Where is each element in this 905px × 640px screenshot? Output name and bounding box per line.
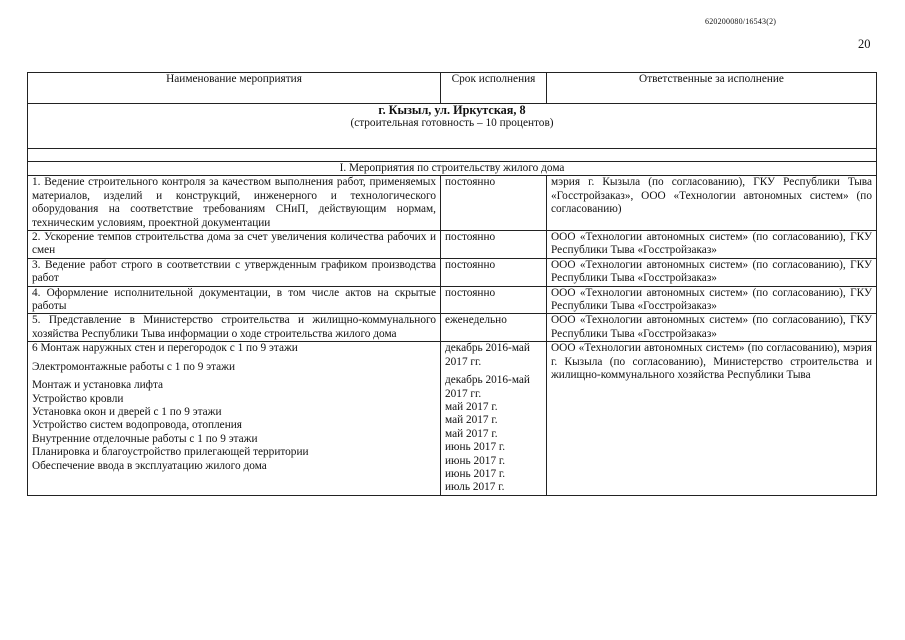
table-row <box>28 314 877 342</box>
subitem-name: Монтаж и установка лифта <box>32 379 164 392</box>
subitem-term: декабрь 2016-май 2017 гг. <box>445 342 530 368</box>
row-responsible: ООО «Технологии автономных систем» (по согласованию), ГКУ Республики Тыва «Госстройзаказ» <box>547 286 877 314</box>
subitem-name: Электромонтажные работы с 1 по 9 этажи <box>32 360 236 373</box>
row-responsible: ООО «Технологии автономных систем» (по согласованию), ГКУ Республики Тыва «Госстройзаказ» <box>547 314 877 342</box>
table-row <box>28 286 877 314</box>
subitem-name: Устройство систем водопровода, отопления <box>32 419 242 432</box>
subitem-name: Устройство кровли <box>32 392 124 405</box>
subitem-term: июль 2017 г. <box>445 481 505 494</box>
row-name: 1. Ведение строительного контроля за качеством выполнения работ, применяемых материалов, изделий и конструкций, инженерного и технологического оборудования на соответствие требованиям СНиП, действующим нормам, техническим условиям, проектной документации <box>28 176 441 231</box>
subitem-term: май 2017 г. <box>445 427 498 440</box>
table-row <box>28 176 877 231</box>
table-row <box>28 258 877 286</box>
section-row <box>28 162 877 176</box>
row-name: 3. Ведение работ строго в соответствии с утвержденным графиком производства работ <box>28 258 441 286</box>
table-row-6 <box>28 342 877 495</box>
row-responsible: ООО «Технологии автономных систем» (по согласованию), ГКУ Республики Тыва «Госстройзаказ» <box>547 258 877 286</box>
spacer-row <box>28 149 877 162</box>
subitem-name: 6 Монтаж наружных стен и перегородок с 1 по 9 этажи <box>32 342 298 355</box>
table-header-row <box>28 73 877 104</box>
location-title: г. Кызыл, ул. Иркутская, 8 <box>378 103 526 117</box>
header-name: Наименование мероприятия <box>28 73 441 104</box>
subitem-term: июнь 2017 г. <box>445 467 506 480</box>
table-row <box>28 231 877 259</box>
row-term: постоянно <box>441 258 547 286</box>
subitem-term: май 2017 г. <box>445 400 498 413</box>
row6-terms <box>441 342 547 495</box>
subitem-term: июнь 2017 г. <box>445 454 506 467</box>
subitem-term: июнь 2017 г. <box>445 441 506 454</box>
page-number: 20 <box>858 37 871 51</box>
row-term: еженедельно <box>441 314 547 342</box>
row-responsible: ООО «Технологии автономных систем» (по согласованию), ГКУ Республики Тыва «Госстройзаказ» <box>547 231 877 259</box>
location-subtitle: (строительная готовность – 10 процентов) <box>350 117 554 130</box>
row-responsible: мэрия г. Кызыла (по согласованию), ГКУ Республики Тыва «Госстройзаказ», ООО «Технологии автономных систем» (по согласованию) <box>547 176 877 231</box>
row-term: постоянно <box>441 286 547 314</box>
document-id: 620200080/16543(2) <box>705 17 777 26</box>
row6-responsible: ООО «Технологии автономных систем» (по согласованию), мэрия г. Кызыла (по согласованию), Министерство строительства и жилищно-коммунального хозяйства Республики Тыва <box>547 342 877 495</box>
header-responsible: Ответственные за исполнение <box>547 73 877 104</box>
subitem-name: Внутренние отделочные работы с 1 по 9 этажи <box>32 432 258 445</box>
subitem-term: декабрь 2016-май 2017 гг. <box>445 374 530 400</box>
section-title: I. Мероприятия по строительству жилого дома <box>28 162 877 176</box>
subitem-term: май 2017 г. <box>445 414 498 427</box>
row-term: постоянно <box>441 231 547 259</box>
row-name: 4. Оформление исполнительной документации, в том числе актов на скрытые работы <box>28 286 441 314</box>
header-term: Срок исполнения <box>441 73 547 104</box>
subitem-name: Обеспечение ввода в эксплуатацию жилого дома <box>32 459 267 472</box>
location-row <box>28 104 877 149</box>
subitem-name: Установка окон и дверей с 1 по 9 этажи <box>32 405 222 418</box>
row-term: постоянно <box>441 176 547 231</box>
action-plan-table <box>27 72 877 496</box>
row-name: 2. Ускорение темпов строительства дома за счет увеличения количества рабочих и смен <box>28 231 441 259</box>
row-name: 5. Представление в Министерство строительства и жилищно-коммунального хозяйства Республики Тыва информации о ходе строительства жилого дома <box>28 314 441 342</box>
row6-names <box>28 342 441 495</box>
subitem-name: Планировка и благоустройство прилегающей территории <box>32 446 309 459</box>
